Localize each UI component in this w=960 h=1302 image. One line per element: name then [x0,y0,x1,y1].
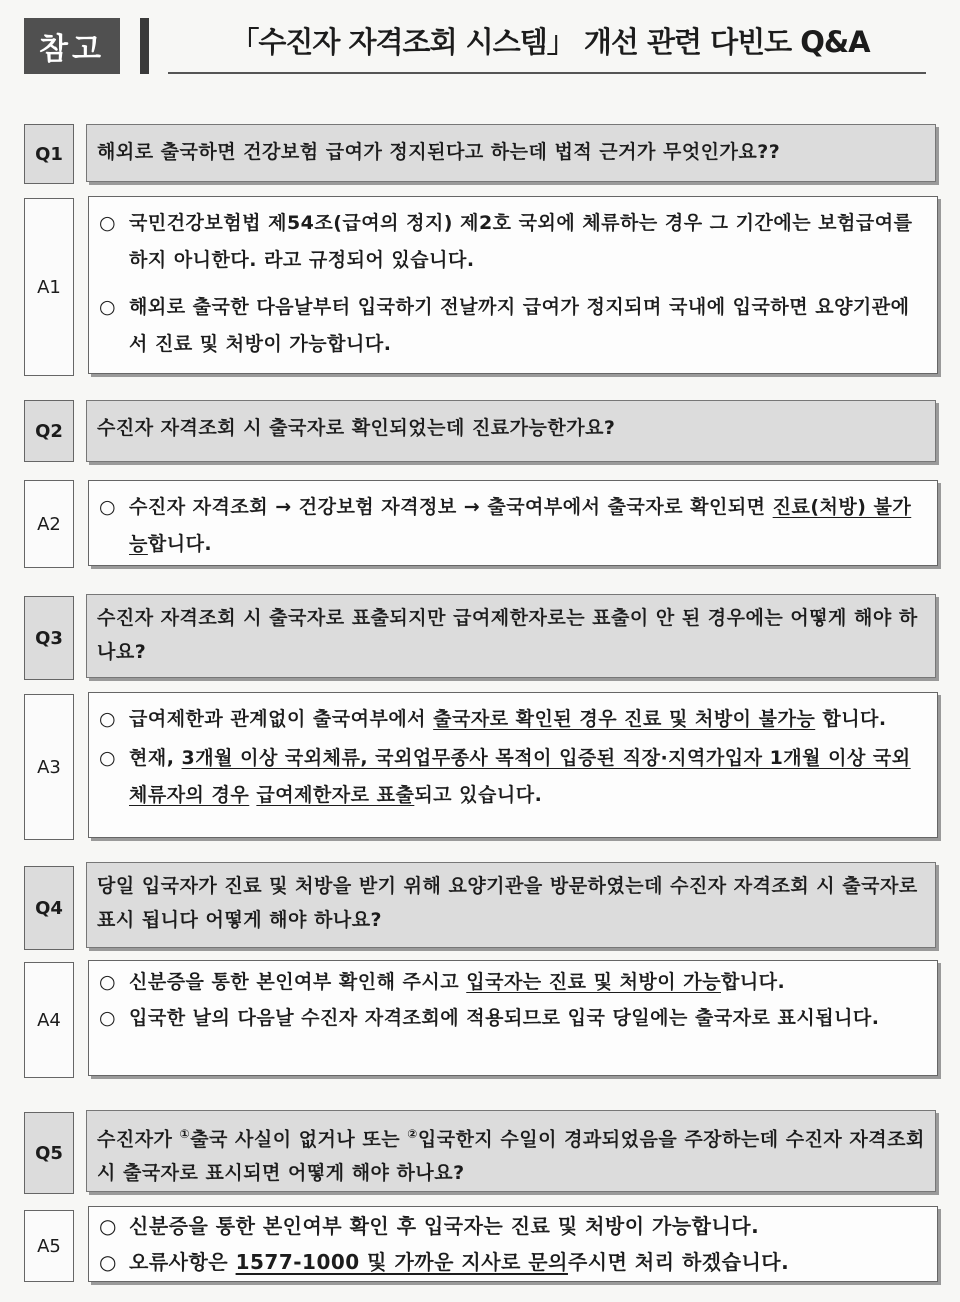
q5-question: 수진자가 ①출국 사실이 없거나 또는 ②입국한지 수일이 경과되었음을 주장하는데 수진자 자격조회 시 출국자로 표시되면 어떻게 해야 하나요? [86,1110,936,1192]
a3-label: A3 [24,694,74,840]
a1-label: A1 [24,198,74,376]
bullet-icon: ○ [99,1250,117,1274]
list-item: ○ 신분증을 통한 본인여부 확인해 주시고 입국자는 진료 및 처방이 가능합니다. [99,965,927,999]
list-item: ○ 국민건강보험법 제54조(급여의 정지) 제2호 국외에 체류하는 경우 그 기간에는 보험급여를 하지 아니한다. 라고 규정되어 있습니다. [99,205,927,279]
q3-label: Q3 [24,596,74,680]
a2-label: A2 [24,480,74,568]
a5-answer [88,1206,938,1282]
a5-label: A5 [24,1210,74,1282]
page-header [0,0,960,90]
list-item: ○ 오류사항은 1577-1000 및 가까운 지사로 문의주시면 처리 하겠습니다. [99,1245,927,1279]
list-item: ○ 입국한 날의 다음날 수진자 자격조회에 적용되므로 입국 당일에는 출국자로 표시됩니다. [99,1001,927,1035]
q4-question: 당일 입국자가 진료 및 처방을 받기 위해 요양기관을 방문하였는데 수진자 자격조회 시 출국자로 표시 됩니다 어떻게 해야 하나요? [86,862,936,948]
q2-label: Q2 [24,400,74,462]
bullet-icon: ○ [99,296,117,318]
reference-badge: 참고 [24,18,120,74]
q2-question: 수진자 자격조회 시 출국자로 확인되었는데 진료가능한가요? [86,400,936,462]
a1-answer [88,196,938,374]
q1-label: Q1 [24,124,74,184]
page-title: 「수진자 자격조회 시스템」 개선 관련 다빈도 Q&A [230,25,870,59]
bullet-icon: ○ [99,1214,117,1238]
bullet-icon: ○ [99,496,117,518]
q4-label: Q4 [24,866,74,950]
a4-answer [88,960,938,1076]
list-item: ○ 현재, 3개월 이상 국외체류, 국외업무종사 목적이 입증된 직장·지역가입자 1개월 이상 국외 체류자의 경우 급여제한자로 표출되고 있습니다. [99,740,927,814]
bullet-icon: ○ [99,212,117,234]
bullet-icon: ○ [99,971,117,993]
a2-answer [88,480,938,566]
bullet-icon: ○ [99,747,117,769]
a3-answer [88,692,938,838]
list-item: ○ 급여제한과 관계없이 출국여부에서 출국자로 확인된 경우 진료 및 처방이 불가능 합니다. [99,701,927,738]
bullet-icon: ○ [99,708,117,730]
title-underline [168,72,926,74]
bullet-icon: ○ [99,1007,117,1029]
a4-label: A4 [24,962,74,1078]
list-item: ○ 해외로 출국한 다음날부터 입국하기 전날까지 급여가 정지되며 국내에 입국하면 요양기관에서 진료 및 처방이 가능합니다. [99,289,927,363]
q3-question: 수진자 자격조회 시 출국자로 표출되지만 급여제한자로는 표출이 안 된 경우에는 어떻게 해야 하나요? [86,594,936,678]
list-item: ○ 수진자 자격조회 → 건강보험 자격정보 → 출국여부에서 출국자로 확인되면 진료(처방) 불가능합니다. [99,489,927,563]
q1-question: 해외로 출국하면 건강보험 급여가 정지된다고 하는데 법적 근거가 무엇인가요?? [86,124,936,182]
list-item: ○ 신분증을 통한 본인여부 확인 후 입국자는 진료 및 처방이 가능합니다. [99,1209,927,1243]
q5-label: Q5 [24,1112,74,1194]
title-divider [140,18,149,74]
